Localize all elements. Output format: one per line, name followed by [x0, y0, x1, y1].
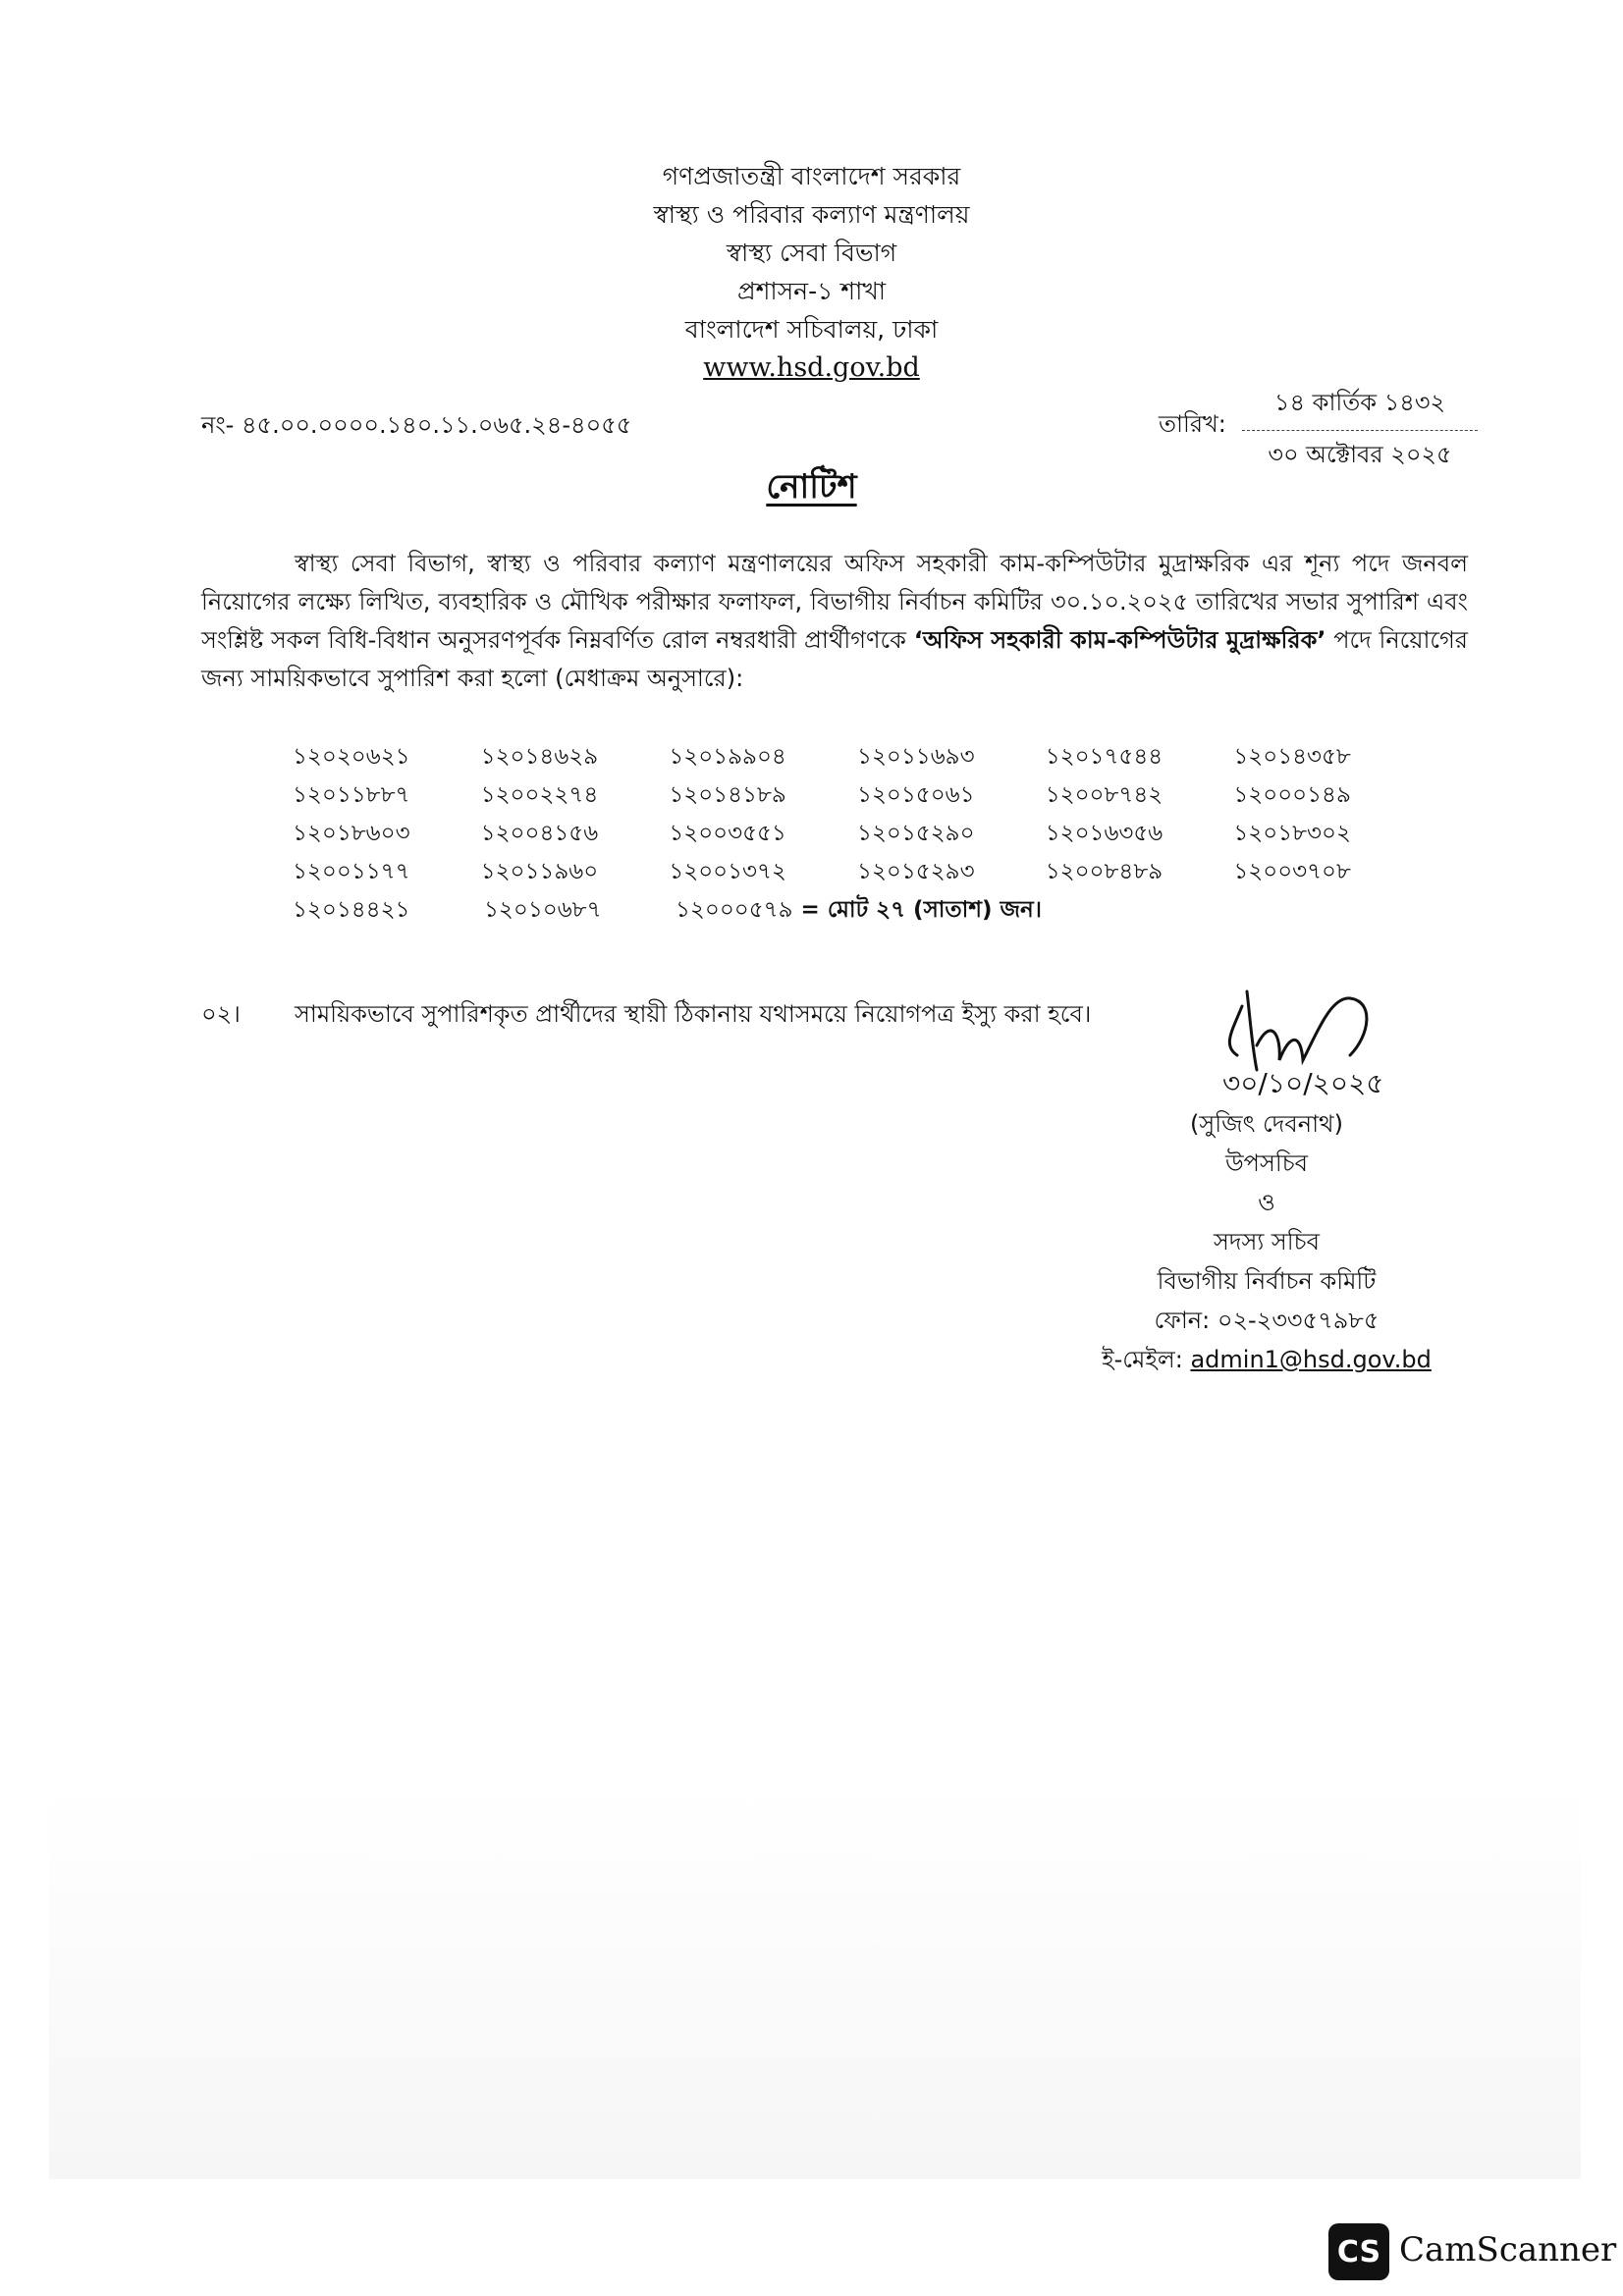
reference-number: নং- ৪৫.০০.০০০০.১৪০.১১.০৬৫.২৪-৪০৫৫	[201, 411, 632, 439]
roll-number: ১২০১৪১৮৯	[669, 782, 786, 808]
item-2	[201, 996, 1091, 1036]
signatory-role: সদস্য সচিব	[1214, 1228, 1320, 1255]
signature-date: ৩০/১০/২০২৫	[1222, 1067, 1384, 1099]
roll-number: ১২০১৮৩০২	[1233, 821, 1351, 846]
notice-title	[0, 461, 1623, 517]
camscanner-watermark: CamScanner	[1399, 2230, 1617, 2269]
roll-number: ১২০০৮৭৪২	[1045, 782, 1163, 808]
roll-number: ১২০১১৬৯৩	[857, 744, 975, 770]
signatory-email	[1070, 1340, 1463, 1379]
page-background-shade	[49, 1787, 1581, 2179]
roll-row-3	[293, 815, 1422, 853]
roll-number: ১২০১০৬৮৭	[484, 897, 602, 923]
letterhead	[0, 157, 1623, 387]
phone-value: ০২-২৩৩৫৭৯৮৫	[1217, 1307, 1380, 1334]
roll-number: ১২০১৪৪২১	[293, 897, 410, 923]
header-branch: প্রশাসন-১ শাখা	[736, 277, 887, 305]
paragraph-post-name: ‘অফিস সহকারী কাম-কম্পিউটার মুদ্রাক্ষরিক’	[913, 626, 1326, 654]
roll-total: = মোট ২৭ (সাতাশ) জন।	[800, 897, 1043, 923]
signatory-designation: উপসচিব	[1224, 1149, 1309, 1177]
email-link[interactable]: admin1@hsd.gov.bd	[1190, 1346, 1432, 1373]
header-website-link[interactable]: www.hsd.gov.bd	[703, 352, 920, 383]
item-2-text: সাময়িকভাবে সুপারিশকৃত প্রার্থীদের স্থায়ী ঠিকানায় যথাসময়ে নিয়োগপত্র ইস্যু করা হবে।	[295, 1000, 1092, 1028]
roll-number: ১২০১৮৬০৩	[293, 821, 410, 846]
email-label: ই-মেইল:	[1102, 1346, 1183, 1373]
date-bangla: ১৪ কার্তিক ১৪৩২	[1242, 385, 1478, 431]
roll-number: ১২০০২২৭৪	[480, 782, 599, 808]
item-2-number: ০২।	[201, 1000, 241, 1028]
header-address: বাংলাদেশ সচিবালয়, ঢাকা	[684, 315, 939, 344]
roll-number: ১২০০১১৭৭	[293, 859, 410, 884]
roll-number: ১২০১৪৬২৯	[480, 744, 599, 770]
paragraph-text-2: পদে নিয়োগের জন্য সাময়িকভাবে সুপারিশ করা হলো (মেধাক্রম অনুসারে):	[201, 626, 1469, 692]
roll-row-5	[293, 891, 1422, 930]
header-division: স্বাস্থ্য সেবা বিভাগ	[726, 239, 897, 267]
roll-number: ১২০১৫২৯৩	[857, 859, 975, 884]
camscanner-logo-icon: CS	[1328, 2223, 1389, 2280]
roll-number: ১২০১৪৩৫৮	[1233, 744, 1351, 770]
roll-number: ১২০০৪১৫৬	[480, 821, 599, 846]
signatory-committee: বিভাগীয় নির্বাচন কমিটি	[1157, 1267, 1377, 1295]
roll-number: ১২০১৯৯০৪	[669, 744, 786, 770]
roll-number: ১২০১৫০৬১	[857, 782, 975, 808]
roll-number: ১২০২০৬২১	[293, 744, 410, 770]
signatory-phone	[1070, 1301, 1463, 1340]
roll-row-4	[293, 853, 1422, 891]
header-ministry: স্বাস্থ্য ও পরিবার কল্যাণ মন্ত্রণালয়	[653, 200, 970, 229]
roll-number: ১২০০০৫৭৯	[676, 897, 793, 923]
date-english: ৩০ অক্টোবর ২০২৫	[1268, 441, 1452, 468]
roll-number: ১২০০৩৭০৮	[1233, 859, 1351, 884]
phone-label: ফোন:	[1154, 1307, 1211, 1334]
signatory-and: ও	[1258, 1189, 1275, 1216]
header-government: গণপ্রজাতন্ত্রী বাংলাদেশ সরকার	[662, 162, 961, 190]
roll-row-2	[293, 776, 1422, 815]
roll-number: ১২০০৩৫৫১	[669, 821, 786, 846]
notice-paragraph	[201, 545, 1468, 698]
roll-number: ১২০০৮৪৮৯	[1045, 859, 1163, 884]
roll-number: ১২০১১৯৬০	[480, 859, 599, 884]
roll-number-list	[293, 738, 1422, 930]
signatory-block	[1070, 1104, 1463, 1379]
paragraph-text-1: স্বাস্থ্য সেবা বিভাগ, স্বাস্থ্য ও পরিবার কল্যাণ মন্ত্রণালয়ের অফিস সহকারী কাম-কম্পিউটার মুদ্রাক্ষরিক এর শূন্য পদে জনবল নিয়োগের লক্ষ্যে লিখিত, ব্যবহারিক ও মৌখিক পরীক্ষার ফলাফল, বিভাগীয় নির্বাচন কমিটির ৩০.১০.২০২৫ তারিখের সভার সুপারিশ এবং সংশ্লিষ্ট সকল বিধি-বিধান অনুসরণপূর্বক নিম্নবর্ণিত রোল নম্বরধারী প্রার্থীগণকে	[201, 550, 1468, 654]
roll-number: ১২০০১৩৭২	[669, 859, 786, 884]
handwritten-signature	[1203, 977, 1409, 1104]
signatory-name: (সুজিৎ দেবনাথ)	[1190, 1110, 1343, 1138]
roll-number: ১২০১৬৩৫৬	[1045, 821, 1163, 846]
notice-title-text: নোটিশ	[766, 467, 857, 507]
roll-row-1	[293, 738, 1422, 776]
roll-number: ১২০১১৮৮৭	[293, 782, 410, 808]
roll-number: ১২০১৭৫৪৪	[1045, 744, 1163, 770]
roll-number: ১২০০০১৪৯	[1233, 782, 1351, 808]
roll-number: ১২০১৫২৯০	[857, 821, 975, 846]
date-label: তারিখ:	[1159, 410, 1226, 438]
